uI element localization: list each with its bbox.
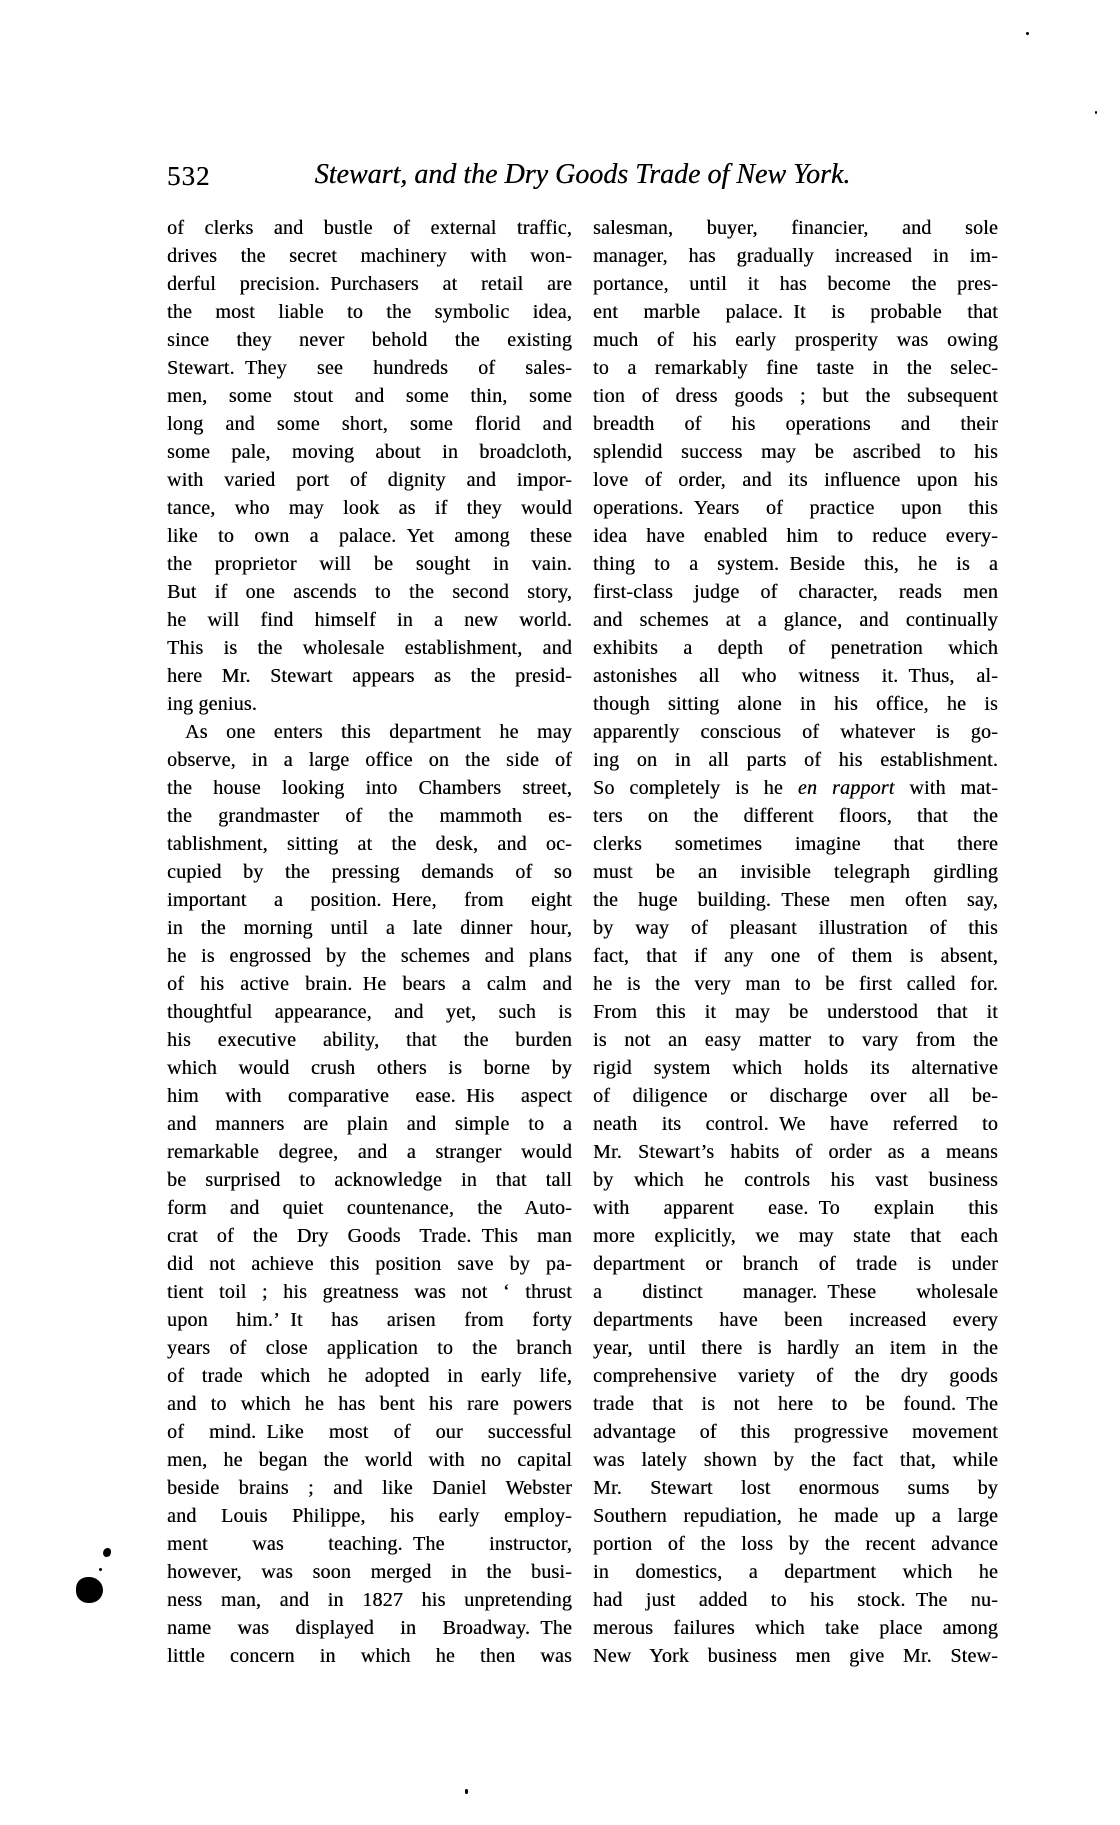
text-line: derful precision. Purchasers at retail are (167, 273, 572, 295)
text-line: love of order, and its influence upon his (593, 469, 998, 491)
text-line: to a remarkably fine taste in the selec- (593, 357, 998, 379)
text-line: New York business men give Mr. Stew- (593, 1645, 998, 1667)
ink-dot-small (103, 1548, 111, 1557)
text-column-left (167, 214, 572, 1670)
text-line: men, some stout and some thin, some (167, 385, 572, 407)
text-line: must be an invisible telegraph girdling (593, 861, 998, 883)
text-line: manager, has gradually increased in im- (593, 245, 998, 267)
text-line: ing on in all parts of his establishment. (593, 749, 998, 771)
text-line: some pale, moving about in broadcloth, (167, 441, 572, 463)
text-line: Mr. Stewart’s habits of order as a means (593, 1141, 998, 1163)
text-line: and to which he has bent his rare powers (167, 1393, 572, 1415)
text-line: he is the very man to be first called for. (593, 973, 998, 995)
text-line: with varied port of dignity and impor- (167, 469, 572, 491)
text-line: thing to a system. Beside this, he is a (593, 553, 998, 575)
text-line: ters on the different floors, that the (593, 805, 998, 827)
text-line: Mr. Stewart lost enormous sums by (593, 1477, 998, 1499)
text-line: important a position. Here, from eight (167, 889, 572, 911)
text-line: department or branch of trade is under (593, 1253, 998, 1275)
text-line: a distinct manager. These wholesale (593, 1281, 998, 1303)
text-line: though sitting alone in his office, he is (593, 693, 998, 715)
text-line: This is the wholesale establishment, and (167, 637, 572, 659)
text-line: however, was soon merged in the busi- (167, 1561, 572, 1583)
text-line: salesman, buyer, financier, and sole (593, 217, 998, 239)
text-line: was lately shown by the fact that, while (593, 1449, 998, 1471)
text-line: From this it may be understood that it (593, 1001, 998, 1023)
ink-speck-top-1 (1026, 32, 1029, 35)
text-line: observe, in a large office on the side of (167, 749, 572, 771)
text-line: year, until there is hardly an item in the (593, 1337, 998, 1359)
text-line: years of close application to the branch (167, 1337, 572, 1359)
text-line: tance, who may look as if they would (167, 497, 572, 519)
text-line: As one enters this department he may (185, 721, 572, 743)
text-line: apparently conscious of whatever is go- (593, 721, 998, 743)
text-column-right (593, 214, 998, 1670)
text-line: ness man, and in 1827 his unpretending (167, 1589, 572, 1611)
text-line: by which he controls his vast business (593, 1169, 998, 1191)
text-line: and Louis Philippe, his early employ- (167, 1505, 572, 1527)
text-line: comprehensive variety of the dry goods (593, 1365, 998, 1387)
text-line: exhibits a depth of penetration which (593, 637, 998, 659)
text-line: remarkable degree, and a stranger would (167, 1141, 572, 1163)
text-line: in the morning until a late dinner hour, (167, 917, 572, 939)
text-line: drives the secret machinery with won- (167, 245, 572, 267)
ink-speck-left (99, 1568, 102, 1571)
text-line: and manners are plain and simple to a (167, 1113, 572, 1135)
text-line: rigid system which holds its alternative (593, 1057, 998, 1079)
text-line: ing genius. (167, 693, 257, 715)
text-line: the grandmaster of the mammoth es- (167, 805, 572, 827)
text-line: in domestics, a department which he (593, 1561, 998, 1583)
text-line: he is engrossed by the schemes and plans (167, 945, 572, 967)
text-line: long and some short, some florid and (167, 413, 572, 435)
text-line: departments have been increased every (593, 1309, 998, 1331)
text-line: of mind. Like most of our successful (167, 1421, 572, 1443)
text-line: did not achieve this position save by pa- (167, 1253, 572, 1275)
text-line: which would crush others is borne by (167, 1057, 572, 1079)
ink-speck-top-2 (1095, 111, 1097, 114)
text-line: thoughtful appearance, and yet, such is (167, 1001, 572, 1023)
text-line: tablishment, sitting at the desk, and oc- (167, 833, 572, 855)
text-line: by way of pleasant illustration of this (593, 917, 998, 939)
text-line: fact, that if any one of them is absent, (593, 945, 998, 967)
text-segment: with mat- (894, 777, 998, 799)
text-line: trade that is not here to be found. The (593, 1393, 998, 1415)
text-line: since they never behold the existing (167, 329, 572, 351)
text-line: the proprietor will be sought in vain. (167, 553, 572, 575)
page-header (167, 159, 998, 195)
text-line: idea have enabled him to reduce every- (593, 525, 998, 547)
text-line: much of his early prosperity was owing (593, 329, 998, 351)
text-line: the most liable to the symbolic idea, (167, 301, 572, 323)
text-line: name was displayed in Broadway. The (167, 1617, 572, 1639)
italic-phrase: en rapport (797, 777, 895, 799)
text-line: him with comparative ease. His aspect (167, 1085, 572, 1107)
text-line: portion of the loss by the recent advance (593, 1533, 998, 1555)
text-line: Stewart. They see hundreds of sales- (167, 357, 572, 379)
text-line: of his active brain. He bears a calm and (167, 973, 572, 995)
text-line: astonishes all who witness it. Thus, al- (593, 665, 998, 687)
text-line: merous failures which take place among (593, 1617, 998, 1639)
text-line: tion of dress goods ; but the subsequent (593, 385, 998, 407)
text-segment: So completely is he (593, 777, 798, 799)
text-line: is not an easy matter to vary from the (593, 1029, 998, 1051)
running-title: Stewart, and the Dry Goods Trade of New York. (314, 159, 851, 190)
text-line: splendid success may be ascribed to his (593, 441, 998, 463)
text-line: be surprised to acknowledge in that tall (167, 1169, 572, 1191)
text-line: portance, until it has become the pres- (593, 273, 998, 295)
text-line: upon him.’ It has arisen from forty (167, 1309, 572, 1331)
text-line: cupied by the pressing demands of so (167, 861, 572, 883)
text-line: men, he began the world with no capital (167, 1449, 572, 1471)
text-line: had just added to his stock. The nu- (593, 1589, 998, 1611)
text-line: of trade which he adopted in early life, (167, 1365, 572, 1387)
text-line: ent marble palace. It is probable that (593, 301, 998, 323)
text-line: like to own a palace. Yet among these (167, 525, 572, 547)
text-line: tient toil ; his greatness was not ‘ thrust (167, 1281, 572, 1303)
text-line: the huge building. These men often say, (593, 889, 998, 911)
text-line: he will find himself in a new world. (167, 609, 572, 631)
text-line: with apparent ease. To explain this (593, 1197, 998, 1219)
text-line: more explicitly, we may state that each (593, 1225, 998, 1247)
text-line: Southern repudiation, he made up a large (593, 1505, 998, 1527)
text-line: advantage of this progressive movement (593, 1421, 998, 1443)
text-line: first-class judge of character, reads men (593, 581, 998, 603)
text-line: and schemes at a glance, and continually (593, 609, 998, 631)
ink-blot-large (76, 1577, 103, 1603)
text-line: clerks sometimes imagine that there (593, 833, 998, 855)
text-line: beside brains ; and like Daniel Webster (167, 1477, 572, 1499)
text-line: operations. Years of practice upon this (593, 497, 998, 519)
text-line: the house looking into Chambers street, (167, 777, 572, 799)
text-line (593, 774, 998, 802)
text-line: ment was teaching. The instructor, (167, 1533, 572, 1555)
text-line: form and quiet countenance, the Auto- (167, 1197, 572, 1219)
text-line: little concern in which he then was (167, 1645, 572, 1667)
ink-speck-bottom (465, 1789, 468, 1794)
text-line: crat of the Dry Goods Trade. This man (167, 1225, 572, 1247)
page-number: 532 (167, 161, 211, 191)
text-line: his executive ability, that the burden (167, 1029, 572, 1051)
text-line: neath its control. We have referred to (593, 1113, 998, 1135)
text-line: But if one ascends to the second story, (167, 581, 572, 603)
text-line: here Mr. Stewart appears as the presid- (167, 665, 572, 687)
text-line: of diligence or discharge over all be- (593, 1085, 998, 1107)
text-line: breadth of his operations and their (593, 413, 998, 435)
text-line: of clerks and bustle of external traffic, (167, 217, 572, 239)
